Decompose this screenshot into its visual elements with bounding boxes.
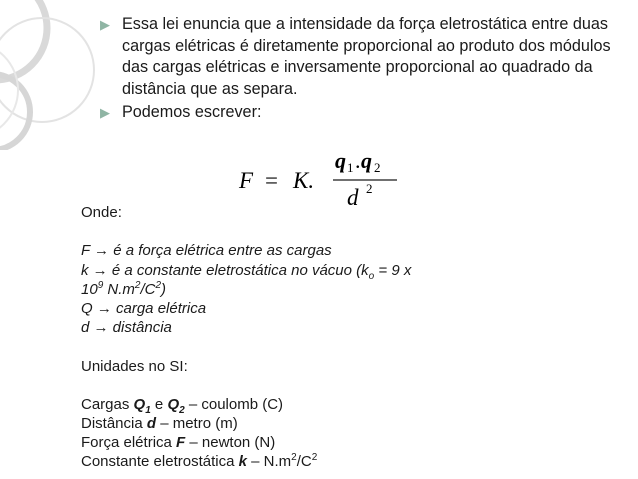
def-k-value: $10^9$ $N.m^2/C^2$) [81, 279, 167, 298]
def-q: Q → carga elétrica [81, 299, 207, 317]
formula-constant: K. [293, 168, 315, 193]
formula-denominator: d [347, 185, 359, 210]
unit-cargas: Cargas $Q_1$ e $Q_2$ – coulomb (C) [81, 395, 284, 416]
formula-sub2: 2 [374, 160, 381, 175]
onde-label: Onde: [81, 204, 122, 221]
coulomb-formula [237, 143, 417, 211]
formula-dot: . [355, 148, 361, 173]
unit-constante: Constante eletrostática k – $N.m^2/C^2$ [81, 452, 318, 471]
formula-sub1: 1 [347, 160, 354, 175]
bullet-text: Essa lei enuncia que a intensidade da força eletrostática entre duas cargas elétricas é diretamente proporcional ao produto dos módulos das cargas elétricas e inversamente proporcional ao quadrado da distância que as separa. [122, 15, 611, 98]
bullet-list [100, 14, 625, 126]
unit-forca: Força elétrica F – newton (N) [81, 434, 276, 452]
definitions-block [81, 203, 501, 472]
unit-distancia: Distância d – metro (m) [81, 415, 238, 433]
bullet-item [100, 14, 625, 100]
def-f: F → é a força elétrica entre as cargas [81, 242, 332, 260]
formula-q2: q [361, 148, 372, 173]
bullet-item [100, 102, 625, 124]
formula-exponent: 2 [366, 181, 373, 196]
decorative-circles [0, 0, 110, 150]
formula-equals: = [265, 168, 278, 193]
bullet-text: Podemos escrever: [122, 103, 262, 121]
bullet-marker-icon: ▶ [100, 17, 110, 32]
def-d: d → distância [81, 319, 172, 337]
def-k: k → é a constante eletrostática no vácuo ($k_o = 9$ x [81, 261, 412, 282]
formula-q1: q [335, 148, 346, 173]
formula-lhs: F [239, 168, 254, 193]
bullet-marker-icon: ▶ [100, 105, 110, 120]
units-heading: Unidades no SI: [81, 357, 188, 375]
